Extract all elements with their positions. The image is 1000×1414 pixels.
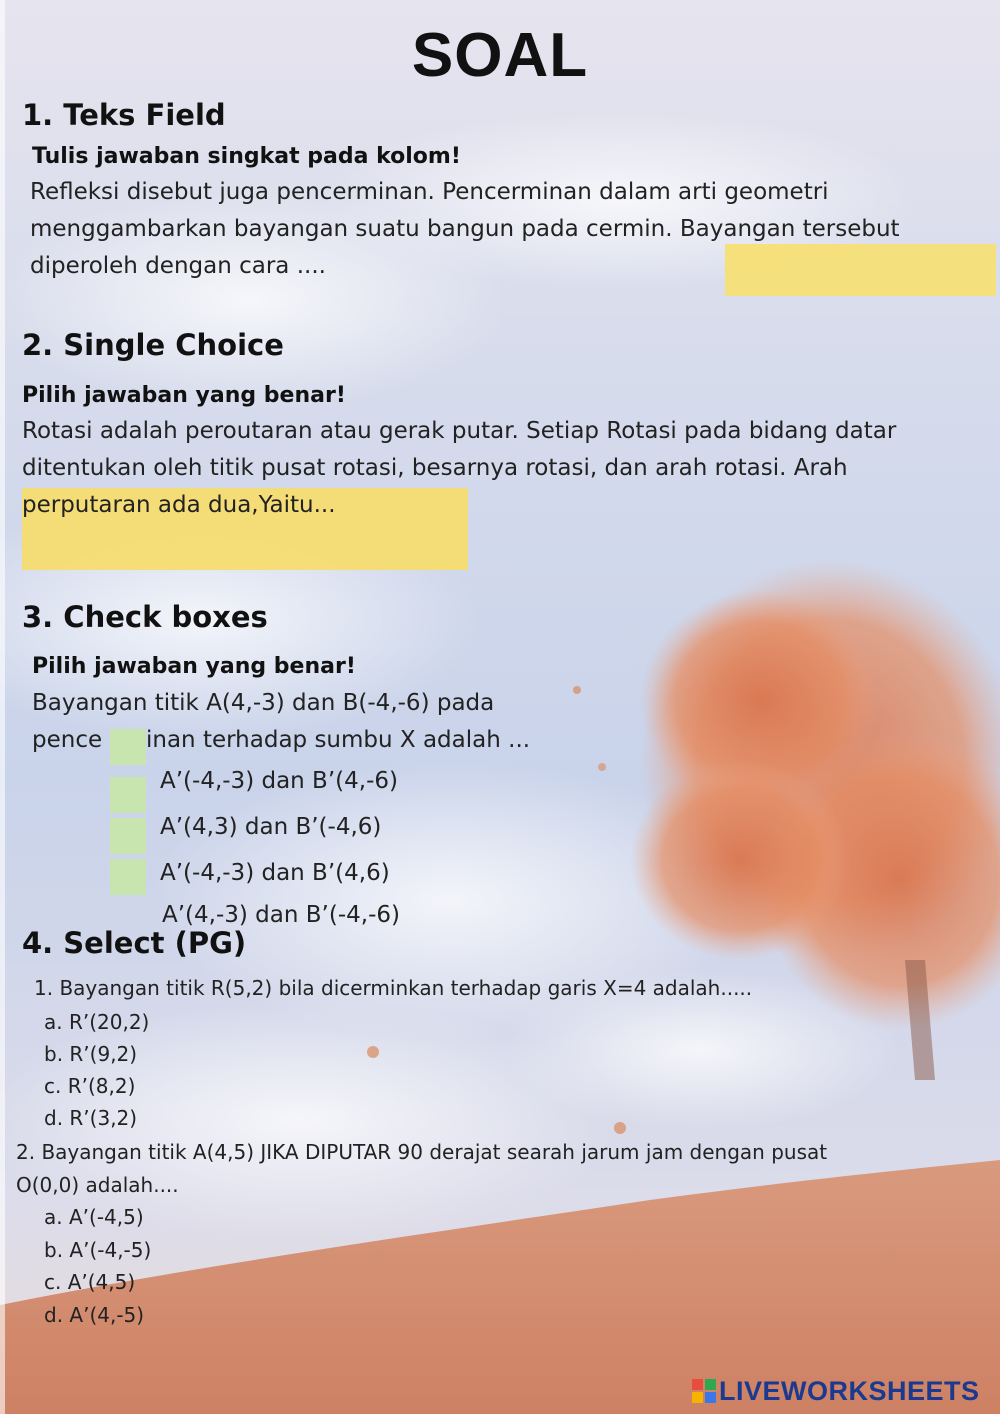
checkbox-2[interactable]: [110, 818, 146, 854]
select-q2-option-c[interactable]: c. A’(4,5): [44, 1270, 136, 1294]
section-2-text-line-2: ditentukan oleh titik pusat rotasi, besarnya rotasi, dan arah rotasi. Arah: [22, 455, 848, 481]
section-3-instruction: Pilih jawaban yang benar!: [32, 654, 356, 679]
checkbox-option-4: A’(4,-3) dan B’(-4,-6): [162, 902, 400, 928]
select-q1-option-b[interactable]: b. R’(9,2): [44, 1042, 138, 1066]
section-4-heading: 4. Select (PG): [22, 926, 247, 960]
section-1-text-line-2: menggambarkan bayangan suatu bangun pada cermin. Bayangan tersebut: [30, 216, 900, 242]
select-question-2-line-1: 2. Bayangan titik A(4,5) JIKA DIPUTAR 90 derajat searah jarum jam dengan pusat: [16, 1140, 828, 1164]
checkbox-option-1: A’(-4,-3) dan B’(4,-6): [160, 768, 398, 794]
section-2-instruction: Pilih jawaban yang benar!: [22, 383, 346, 408]
select-q2-option-b[interactable]: b. A’(-4,-5): [44, 1238, 152, 1262]
select-question-1: 1. Bayangan titik R(5,2) bila dicerminkan terhadap garis X=4 adalah.....: [34, 976, 753, 1000]
section-3-question-line-1: Bayangan titik A(4,-3) dan B(-4,-6) pada: [32, 690, 495, 716]
select-question-2-line-2: O(0,0) adalah....: [16, 1173, 179, 1197]
liveworksheets-logo[interactable]: [692, 1376, 980, 1407]
page-title: SOAL: [411, 21, 589, 90]
section-2-text-line-3: perputaran ada dua,Yaitu...: [22, 492, 336, 518]
select-q1-option-c[interactable]: c. R’(8,2): [44, 1074, 136, 1098]
section-3-question-line-2a: pence: [32, 727, 103, 753]
liveworksheets-logo-icon: [692, 1379, 716, 1403]
checkbox-0[interactable]: [110, 729, 146, 765]
section-1-text-line-3: diperoleh dengan cara ....: [30, 253, 326, 279]
section-1-heading: 1. Teks Field: [22, 98, 226, 132]
checkbox-option-2: A’(4,3) dan B’(-4,6): [160, 814, 382, 840]
answer-text-field[interactable]: [725, 244, 996, 296]
select-q1-option-d[interactable]: d. R’(3,2): [44, 1106, 138, 1130]
section-2-text-line-1: Rotasi adalah peroutaran atau gerak putar. Setiap Rotasi pada bidang datar: [22, 418, 897, 444]
section-1-instruction: Tulis jawaban singkat pada kolom!: [32, 144, 461, 169]
checkbox-3[interactable]: [110, 859, 146, 895]
select-q1-option-a[interactable]: a. R’(20,2): [44, 1010, 150, 1034]
section-1-text-line-1: Refleksi disebut juga pencerminan. Pencerminan dalam arti geometri: [30, 179, 829, 205]
section-2-heading: 2. Single Choice: [22, 328, 284, 362]
checkbox-option-3: A’(-4,-3) dan B’(4,6): [160, 860, 390, 886]
section-3-heading: 3. Check boxes: [22, 600, 268, 634]
section-3-question-line-2b: inan terhadap sumbu X adalah ...: [146, 727, 531, 753]
select-q2-option-a[interactable]: a. A’(-4,5): [44, 1205, 144, 1229]
liveworksheets-logo-text: LIVEWORKSHEETS: [719, 1376, 980, 1406]
checkbox-1[interactable]: [110, 777, 146, 813]
select-q2-option-d[interactable]: d. A’(4,-5): [44, 1303, 145, 1327]
